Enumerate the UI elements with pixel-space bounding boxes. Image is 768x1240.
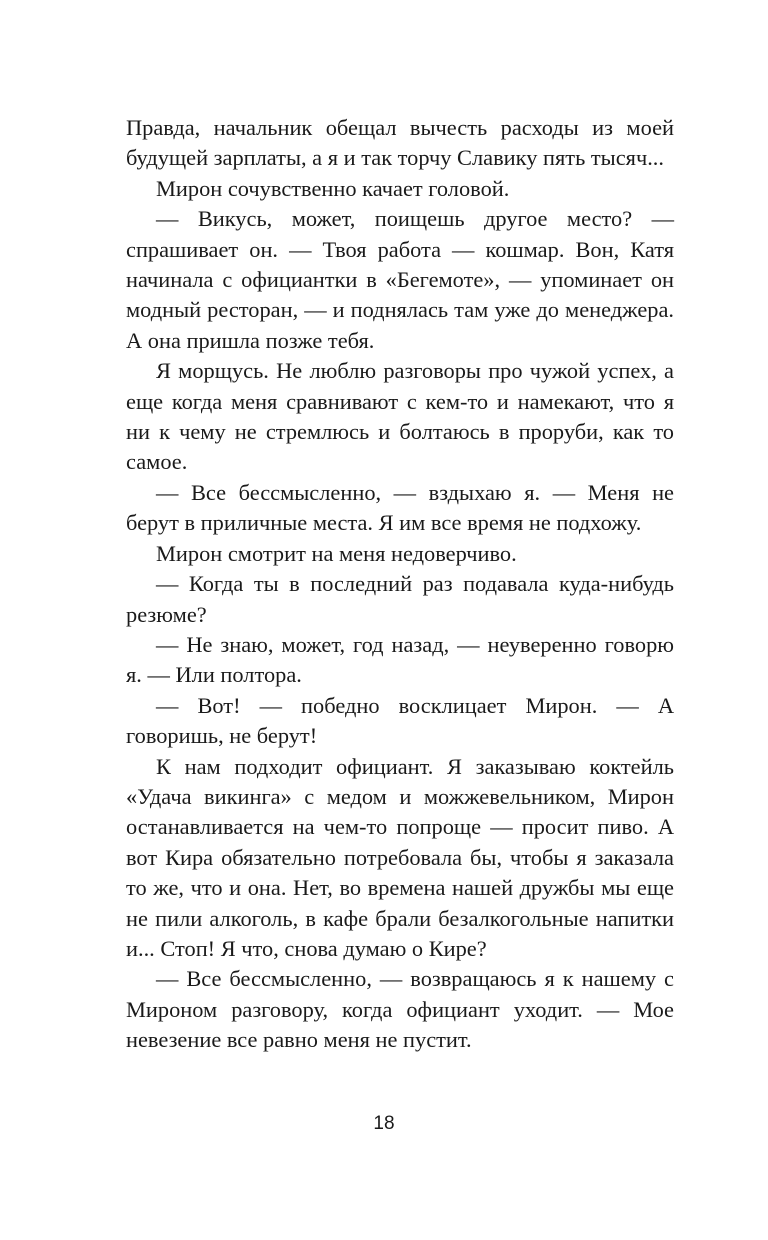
paragraph-6: Мирон смотрит на меня недоверчиво.	[156, 540, 517, 566]
page-number: 18	[373, 1113, 395, 1134]
paragraph-11: — Все бессмысленно, — возвращаюсь я к нашему с Мироном разговору, когда официант уходит. — Мое невезение все равно меня не пустит.	[126, 966, 674, 1053]
paragraph-4: Я морщусь. Не люблю разговоры про чужой успех, а еще когда меня сравнивают с кем-то и намекают, что я ни к чему не стремлюсь и болтаюсь в проруби, как то самое.	[126, 358, 674, 475]
paragraph-1: Правда, начальник обещал вычесть расходы из моей будущей зарплаты, а я и так торчу Славику пять тысяч...	[126, 115, 674, 171]
paragraph-7: — Когда ты в последний раз подавала куда-нибудь резюме?	[126, 571, 674, 627]
paragraph-10: К нам подходит официант. Я заказываю коктейль «Удача викинга» с медом и можжевельником, Мирон останавливается на чем-то попроще — просит пиво. А вот Кира обязательно потребовала бы, чтобы я заказала то же, что и она. Нет, во времена нашей дружбы мы еще не пили алкоголь, в кафе брали безалкогольные напитки и... Стоп! Я что, снова думаю о Кире?	[126, 753, 674, 961]
paragraph-9: — Вот! — победно восклицает Мирон. — А говоришь, не берут!	[126, 692, 674, 749]
paragraph-3: — Викусь, может, поищешь другое место? — спрашивает он. — Твоя работа — кошмар. Вон, Катя начинала с официантки в «Бегемоте», — упоминает он модный ресторан, — и поднялась там уже до менеджера. А она пришла позже тебя.	[126, 206, 674, 353]
body-text	[126, 113, 674, 1056]
paragraph-5: — Все бессмысленно, — вздыхаю я. — Меня не берут в приличные места. Я им все время не подхожу.	[126, 479, 674, 536]
paragraph-8: — Не знаю, может, год назад, — неуверенно говорю я. — Или полтора.	[126, 631, 674, 688]
paragraph-2: Мирон сочувственно качает головой.	[156, 175, 510, 201]
